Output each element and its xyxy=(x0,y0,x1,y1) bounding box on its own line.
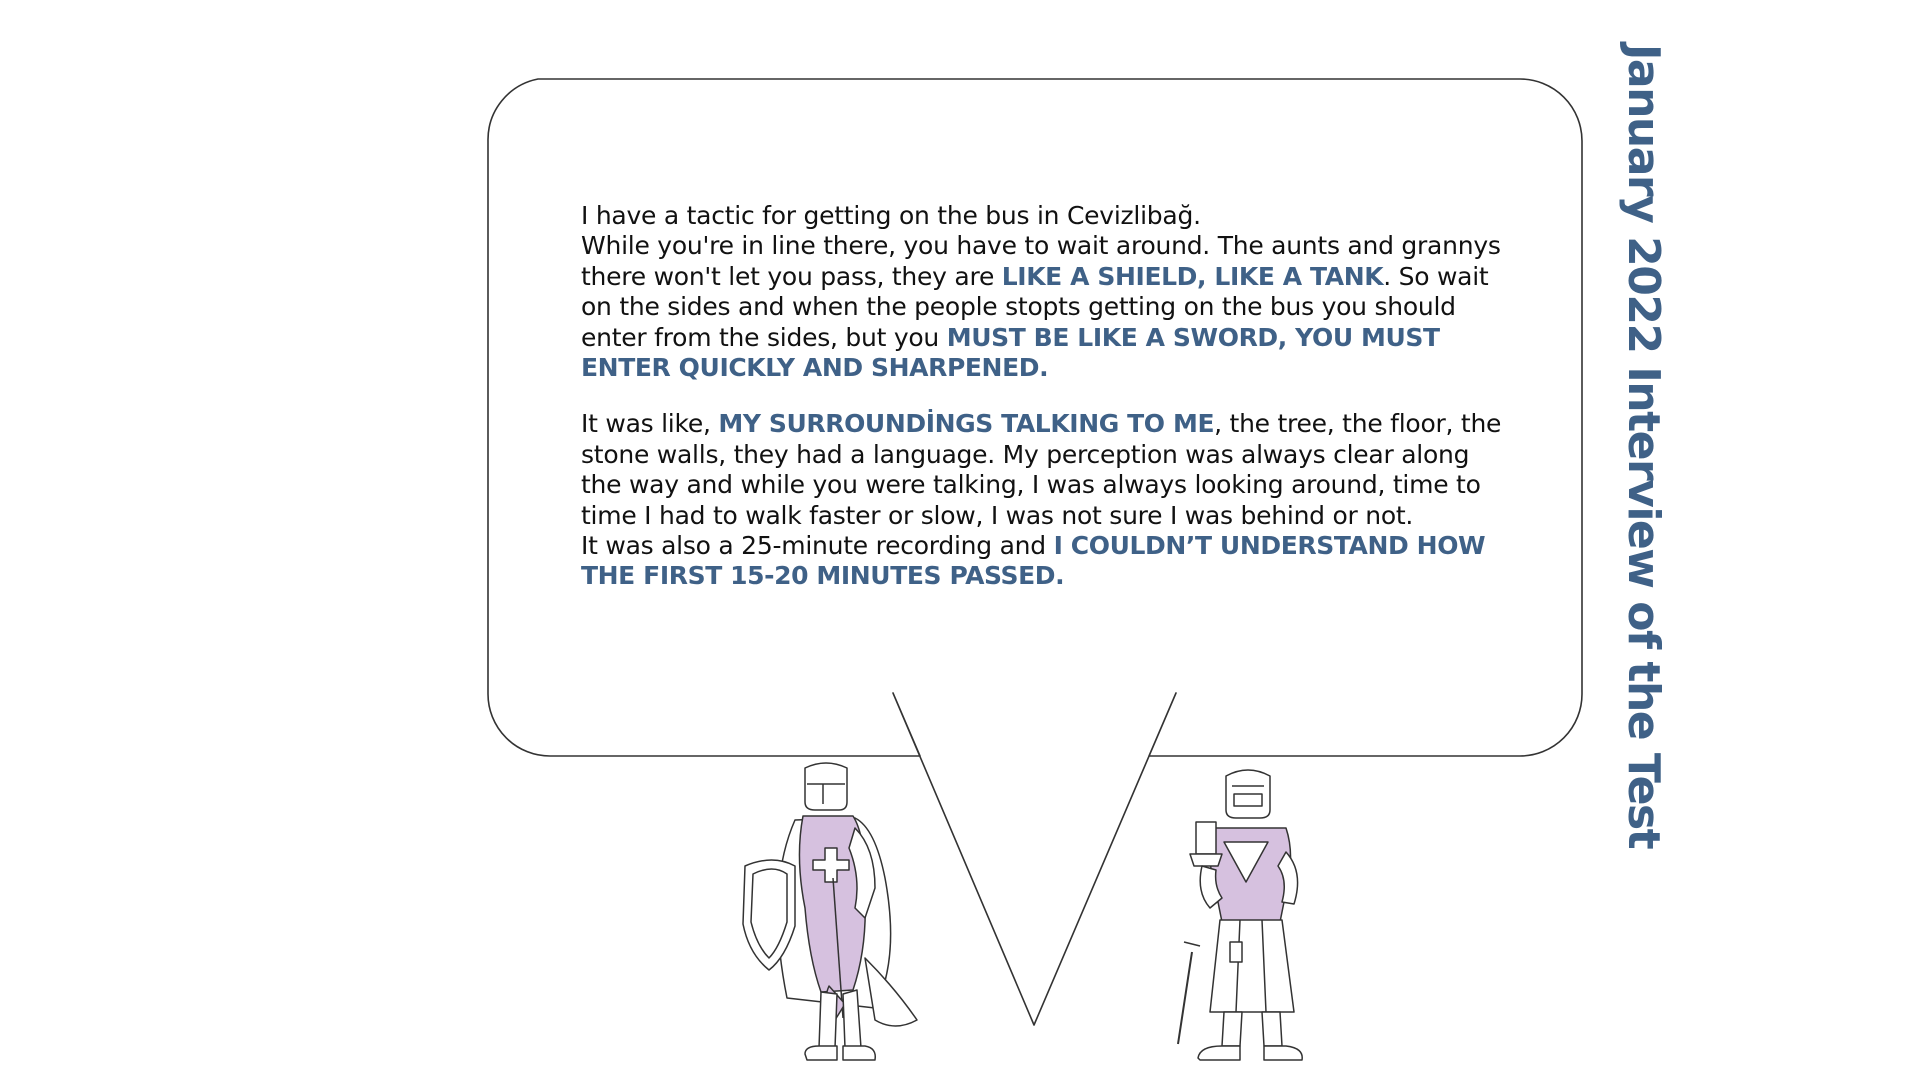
quote-highlight: I COULDN’T UNDERSTAND HOW THE FIRST 15-20 MINUTES PASSED. xyxy=(581,531,1486,591)
quote-highlight: LIKE A SHIELD, LIKE A TANK xyxy=(1001,261,1384,291)
quote-paragraph-2 xyxy=(581,409,1511,591)
quote-highlight: MY SURROUNDİNGS TALKING TO ME xyxy=(718,409,1215,439)
quote-segment: It was also a 25-minute recording and xyxy=(581,531,1054,561)
quote-segment: It was like, xyxy=(581,409,719,439)
quote-segment: . So wait on the sides and when the people stopts getting on the bus you should enter from the sides, but you xyxy=(581,261,1489,352)
knight-with-sword-icon xyxy=(1170,762,1320,1062)
quote-segment: I have a tactic for getting on the bus in Cevizlibağ. xyxy=(581,201,1201,230)
quote-paragraph-1 xyxy=(581,201,1511,383)
quote-segment: , the tree, the floor, the stone walls, they had a language. My perception was always clear along the way and while you were talking, I was always looking around, time to time I had to walk faster or slow, I was not sure I was behind or not. xyxy=(581,409,1502,530)
interview-quote xyxy=(581,201,1511,618)
quote-segment: While you're in line there, you have to wait around. The aunts and grannys there won't let you pass, they are xyxy=(581,231,1501,291)
knight-with-shield-icon xyxy=(725,758,925,1066)
page-title: January 2022 Interview of the Test xyxy=(1618,44,1669,849)
quote-highlight: MUST BE LIKE A SWORD, YOU MUST ENTER QUICKLY AND SHARPENED. xyxy=(581,322,1440,383)
